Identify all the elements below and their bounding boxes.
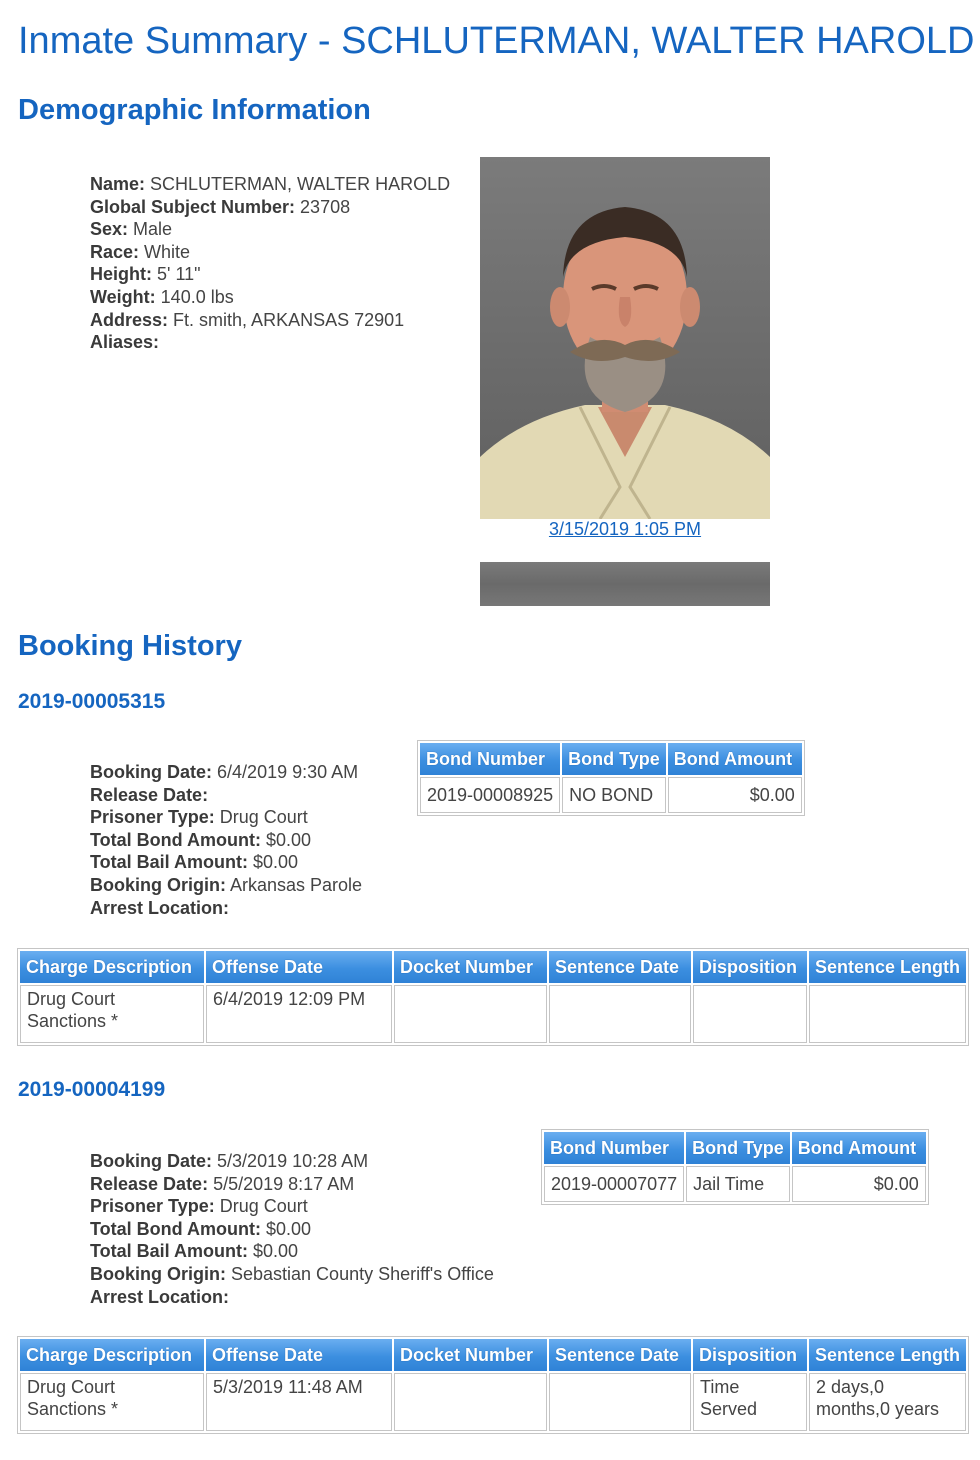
race-row	[90, 241, 450, 264]
mugshot-image	[480, 157, 770, 519]
total-bail-row	[90, 1240, 494, 1263]
field-label: Arrest Location:	[90, 1286, 230, 1307]
bond-type-cell: Jail Time	[686, 1166, 790, 1202]
field-value: 5' 11"	[157, 264, 201, 285]
aliases-row	[90, 331, 450, 354]
field-value: 6/4/2019 9:30 AM	[217, 762, 359, 782]
charges-header-row	[20, 951, 966, 983]
sentence-date-header: Sentence Date	[549, 1339, 691, 1371]
field-value: Male	[133, 219, 173, 240]
bond-type-header: Bond Type	[562, 743, 666, 775]
bond-header-row	[544, 1132, 926, 1164]
sentence-date-cell	[549, 985, 691, 1043]
booking-info	[90, 1150, 494, 1308]
mugshot-photo	[480, 157, 770, 519]
photo-caption-bar	[480, 562, 770, 606]
sentence-length-cell	[809, 985, 966, 1043]
field-label: Release Date:	[90, 784, 209, 805]
docket-number-cell	[394, 985, 547, 1043]
bond-header-row	[420, 743, 802, 775]
table-row	[20, 1373, 966, 1431]
field-label: Height:	[90, 264, 152, 285]
disposition-header: Disposition	[693, 951, 807, 983]
table-row	[544, 1166, 926, 1202]
subject-number-row	[90, 196, 450, 219]
arrest-location-row	[90, 897, 362, 920]
charges-table	[17, 1336, 969, 1434]
table-row	[20, 985, 966, 1043]
field-value: White	[144, 241, 191, 262]
field-label: Booking Date:	[90, 762, 213, 782]
docket-number-header: Docket Number	[394, 1339, 547, 1371]
bond-number-header: Bond Number	[420, 743, 560, 775]
field-label: Booking Date:	[90, 1151, 213, 1171]
field-value: Sebastian County Sheriff's Office	[231, 1263, 494, 1284]
demographic-heading: Demographic Information	[18, 94, 371, 126]
booking-id: 2019-00004199	[18, 1078, 166, 1101]
charge-description-cell: Drug Court Sanctions *	[20, 1373, 204, 1431]
address-row	[90, 309, 450, 332]
field-value: $0.00	[253, 1241, 299, 1262]
field-label: Total Bail Amount:	[90, 852, 248, 873]
bond-type-cell: NO BOND	[562, 777, 666, 813]
release-date-row	[90, 784, 362, 807]
field-label: Address:	[90, 309, 169, 330]
prisoner-type-row	[90, 806, 362, 829]
name-row	[90, 173, 450, 196]
disposition-cell: Time Served	[693, 1373, 807, 1431]
charges-header-row	[20, 1339, 966, 1371]
field-value: 5/5/2019 8:17 AM	[213, 1173, 355, 1194]
field-value: $0.00	[253, 852, 299, 873]
field-label: Name:	[90, 174, 146, 194]
field-label: Race:	[90, 241, 140, 262]
release-date-row	[90, 1173, 494, 1196]
field-label: Prisoner Type:	[90, 1196, 215, 1217]
charges-table	[17, 948, 969, 1046]
field-label: Booking Origin:	[90, 1263, 226, 1284]
bond-amount-header: Bond Amount	[792, 1132, 926, 1164]
offense-date-cell: 6/4/2019 12:09 PM	[206, 985, 392, 1043]
booking-info	[90, 761, 362, 919]
field-label: Total Bond Amount:	[90, 1218, 261, 1239]
field-value: $0.00	[265, 1218, 312, 1239]
bond-number-cell: 2019-00008925	[420, 777, 560, 813]
field-value: Drug Court	[219, 807, 308, 828]
booking-origin-row	[90, 874, 362, 897]
field-label: Total Bond Amount:	[90, 829, 261, 850]
offense-date-header: Offense Date	[206, 951, 392, 983]
photo-date-link[interactable]: 3/15/2019 1:05 PM	[548, 519, 702, 539]
bond-amount-cell: $0.00	[792, 1166, 926, 1202]
field-value: 23708	[300, 196, 351, 217]
offense-date-header: Offense Date	[206, 1339, 392, 1371]
booking-id: 2019-00005315	[18, 690, 166, 713]
booking-origin-row	[90, 1263, 494, 1286]
total-bond-row	[90, 829, 362, 852]
docket-number-cell	[394, 1373, 547, 1431]
bond-amount-cell: $0.00	[668, 777, 802, 813]
table-row	[420, 777, 802, 813]
field-value: 5/3/2019 10:28 AM	[217, 1151, 369, 1171]
booking-date-row	[90, 761, 362, 784]
sentence-length-cell: 2 days,0 months,0 years	[809, 1373, 966, 1431]
field-value: Arkansas Parole	[230, 874, 363, 895]
weight-row	[90, 286, 450, 309]
booking-history-heading: Booking History	[18, 630, 242, 662]
bond-type-header: Bond Type	[686, 1132, 790, 1164]
bond-number-cell: 2019-00007077	[544, 1166, 684, 1202]
disposition-header: Disposition	[693, 1339, 807, 1371]
sentence-length-header: Sentence Length	[809, 1339, 966, 1371]
total-bond-row	[90, 1218, 494, 1241]
field-label: Booking Origin:	[90, 874, 226, 895]
field-label: Arrest Location:	[90, 897, 230, 918]
disposition-cell	[693, 985, 807, 1043]
bond-table	[541, 1129, 929, 1205]
field-label: Aliases:	[90, 332, 160, 353]
offense-date-cell: 5/3/2019 11:48 AM	[206, 1373, 392, 1431]
demographic-info	[90, 173, 450, 354]
docket-number-header: Docket Number	[394, 951, 547, 983]
field-label: Total Bail Amount:	[90, 1241, 248, 1262]
charge-description-header: Charge Description	[20, 951, 204, 983]
field-label: Sex:	[90, 219, 129, 240]
field-value: Drug Court	[219, 1196, 308, 1217]
prisoner-type-row	[90, 1195, 494, 1218]
height-row	[90, 263, 450, 286]
sex-row	[90, 218, 450, 241]
sentence-date-cell	[549, 1373, 691, 1431]
field-value: $0.00	[265, 829, 312, 850]
field-label: Prisoner Type:	[90, 807, 215, 828]
total-bail-row	[90, 851, 362, 874]
bond-table	[417, 740, 805, 816]
field-value: 140.0 lbs	[160, 286, 234, 307]
bond-amount-header: Bond Amount	[668, 743, 802, 775]
sentence-date-header: Sentence Date	[549, 951, 691, 983]
field-label: Release Date:	[90, 1173, 209, 1194]
field-value: SCHLUTERMAN, WALTER HAROLD	[150, 174, 451, 194]
bond-number-header: Bond Number	[544, 1132, 684, 1164]
sentence-length-header: Sentence Length	[809, 951, 966, 983]
field-label: Weight:	[90, 286, 156, 307]
field-label: Global Subject Number:	[90, 196, 296, 217]
arrest-location-row	[90, 1286, 494, 1309]
charge-description-cell: Drug Court Sanctions *	[20, 985, 204, 1043]
booking-date-row	[90, 1150, 494, 1173]
page-title: Inmate Summary - SCHLUTERMAN, WALTER HAROLD	[18, 20, 975, 62]
charge-description-header: Charge Description	[20, 1339, 204, 1371]
field-value: Ft. smith, ARKANSAS 72901	[173, 309, 405, 330]
